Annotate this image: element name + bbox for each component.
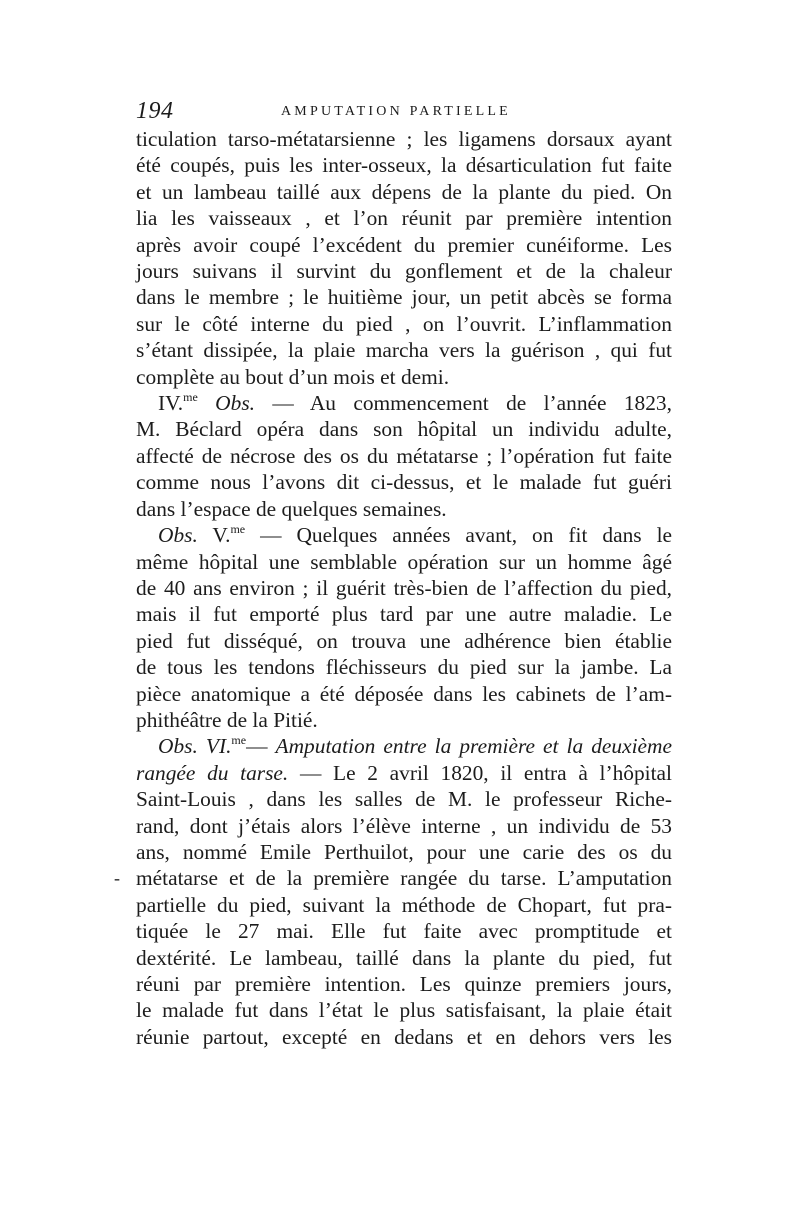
running-title: AMPUTATION PARTIELLE [281,104,511,119]
text-line: mais il fut emporté plus tard par une autre maladie. Le [136,602,672,627]
text-line: ticulation tarso-métatarsienne ; les ligamens dorsaux ayant [136,127,672,151]
text-line: affecté de nécrose des os du métatarse ; l’opération fut faite [136,443,672,468]
text-line: Saint-Louis , dans les salles de M. le professeur Riche- [136,787,672,812]
text-line: dans le membre ; le huitième jour, un petit abcès se forma [136,285,672,310]
text-line: le malade fut dans l’état le plus satisfaisant, la plaie était [136,998,672,1023]
text-line: après avoir coupé l’excédent du premier cunéiforme. Les [136,232,672,257]
observation-number: IV. [158,391,184,416]
text-line: tiquée le 27 mai. Elle fut faite avec promptitude et [136,919,672,944]
text-line: phithéâtre de la Pitié. [136,707,318,732]
text-line: de 40 ans environ ; il guérit très-bien de l’affection du pied, [136,575,672,600]
text-line-with-margin-mark [114,865,672,891]
text-line: dans l’espace de quelques semaines. [136,496,447,521]
text-line: pied fut disséqué, on trouva une adhérence bien établie [136,628,672,653]
ordinal-suffix: me [183,389,198,404]
ordinal-suffix: me [231,733,247,748]
text-run: — Le 2 avril 1820, il entra à l’hôpital [299,760,672,785]
text-line: réuni par première intention. Les quinze premiers jours, [136,972,672,996]
text-line: sur le côté interne du pied , on l’ouvrit. L’inflammation [136,311,672,336]
text-line: pièce anatomique a été déposée dans les cabinets de l’am- [136,681,672,706]
observation-label: Obs. [215,391,255,416]
observation-number: V. [212,523,231,548]
body-text [114,126,673,1050]
text-line: comme nous l’avons dit ci-dessus, et le malade fut guéri [136,470,672,495]
dash: — [246,734,268,759]
observation-label: Obs. VI. [158,734,232,759]
text-line: même hôpital une semblable opération sur un homme âgé [136,549,672,574]
text-line: ans, nommé Emile Perthuilot, pour une carie des os du [136,839,672,864]
text-line: lia les vaisseaux , et l’on réunit par première intention [136,206,672,231]
observation-label: Obs. [158,523,198,548]
text-line: et un lambeau taillé aux dépens de la plante du pied. On [136,179,672,204]
text-line: s’étant dissipée, la plaie marcha vers la guérison , qui fut [136,338,672,363]
text-line: réunie partout, excepté en dedans et en dehors vers les [136,1024,672,1049]
observation-title: Amputation entre la première et la deuxième [275,734,672,759]
text-line: rand, dont j’étais alors l’élève interne , un individu de 53 [136,813,672,838]
text-line [136,760,672,786]
text-run: — Au commencement de l’année 1823, [272,391,672,416]
observation-iv-heading-line [136,390,672,416]
text-line: été coupés, puis les inter-osseux, la désarticulation fut faite [136,153,672,178]
book-page [114,96,673,1050]
text-line: complète au bout d’un mois et demi. [136,364,450,389]
observation-title: rangée du tarse. [136,760,289,785]
running-head [136,96,672,126]
text-line: de tous les tendons fléchisseurs du pied sur la jambe. La [136,655,672,680]
page-number: 194 [136,98,174,124]
text-run: — Quelques années avant, on fit dans le [260,523,673,548]
margin-mark: - [114,868,120,889]
text-line: partielle du pied, suivant la méthode de Chopart, fut pra- [136,892,672,917]
text-line: M. Béclard opéra dans son hôpital un individu adulte, [136,417,672,442]
observation-vi-heading-line [136,733,672,759]
ordinal-suffix: me [230,521,246,536]
text-line: jours suivans il survint du gonflement et de la chaleur [136,259,672,284]
observation-v-heading-line [136,522,672,548]
text-run: métatarse et de la première rangée du tarse. L’amputation [136,866,672,891]
text-line: dextérité. Le lambeau, taillé dans la plante du pied, fut [136,945,672,970]
